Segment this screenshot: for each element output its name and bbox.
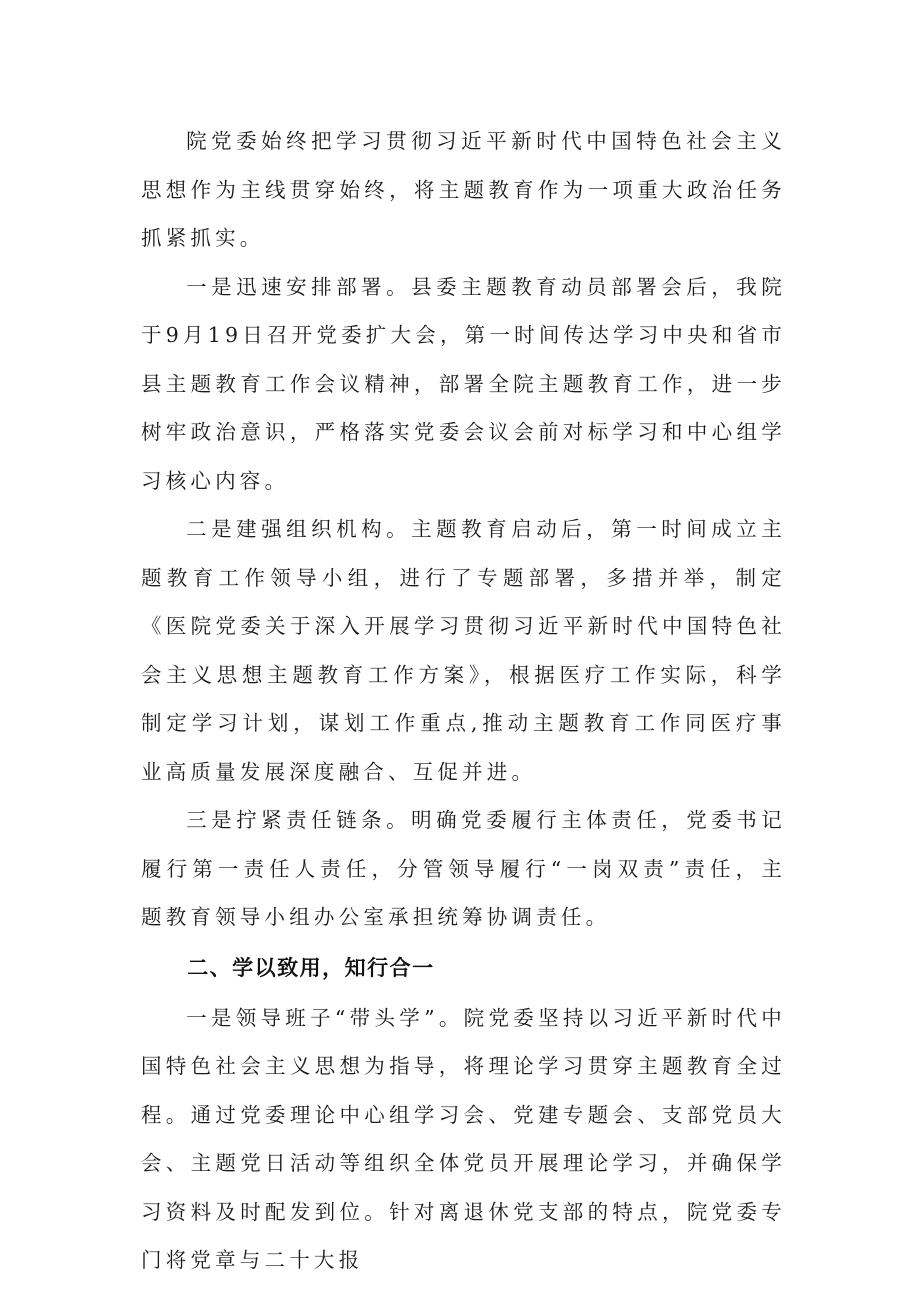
intro-paragraph: 院党委始终把学习贯彻习近平新时代中国特色社会主义思想作为主线贯穿始终，将主题教育作为一项重大政治任务抓紧抓实。 [141,129,786,250]
section-heading: 二、学以致用，知行合一 [187,955,435,980]
paragraph-organization: 二是建强组织机构。主题教育启动后，第一时间成立主题教育工作领导小组，进行了专题部署，多措并举，制定《医院党委关于深入开展学习贯彻习近平新时代中国特色社会主义思想主题教育工作方案》，根据医疗工作实际，科学制定学习计划，谋划工作重点,推动主题教育工作同医疗事业高质量发展深度融合、互促并进。 [141,517,786,784]
paragraph-leadership-study: 一是领导班子“带头学”。院党委坚持以习近平新时代中国特色社会主义思想为指导，将理论学习贯穿主题教育全过程。通过党委理论中心组学习会、党建专题会、支部党员大会、主题党日活动等组织全体党员开展理论学习，并确保学习资料及时配发到位。针对离退休党支部的特点，院党委专门将党章与二十大报 [141,1005,786,1272]
paragraph-deployment: 一是迅速安排部署。县委主题教育动员部署会后，我院于9月19日召开党委扩大会，第一时间传达学习中央和省市县主题教育工作会议精神，部署全院主题教育工作，进一步树牢政治意识，严格落实党委会议会前对标学习和中心组学习核心内容。 [141,274,786,493]
document-body [141,117,786,1285]
paragraph-responsibility: 三是拧紧责任链条。明确党委履行主体责任，党委书记履行第一责任人责任，分管领导履行“一岗双责”责任，主题教育领导小组办公室承担统筹协调责任。 [141,808,786,929]
